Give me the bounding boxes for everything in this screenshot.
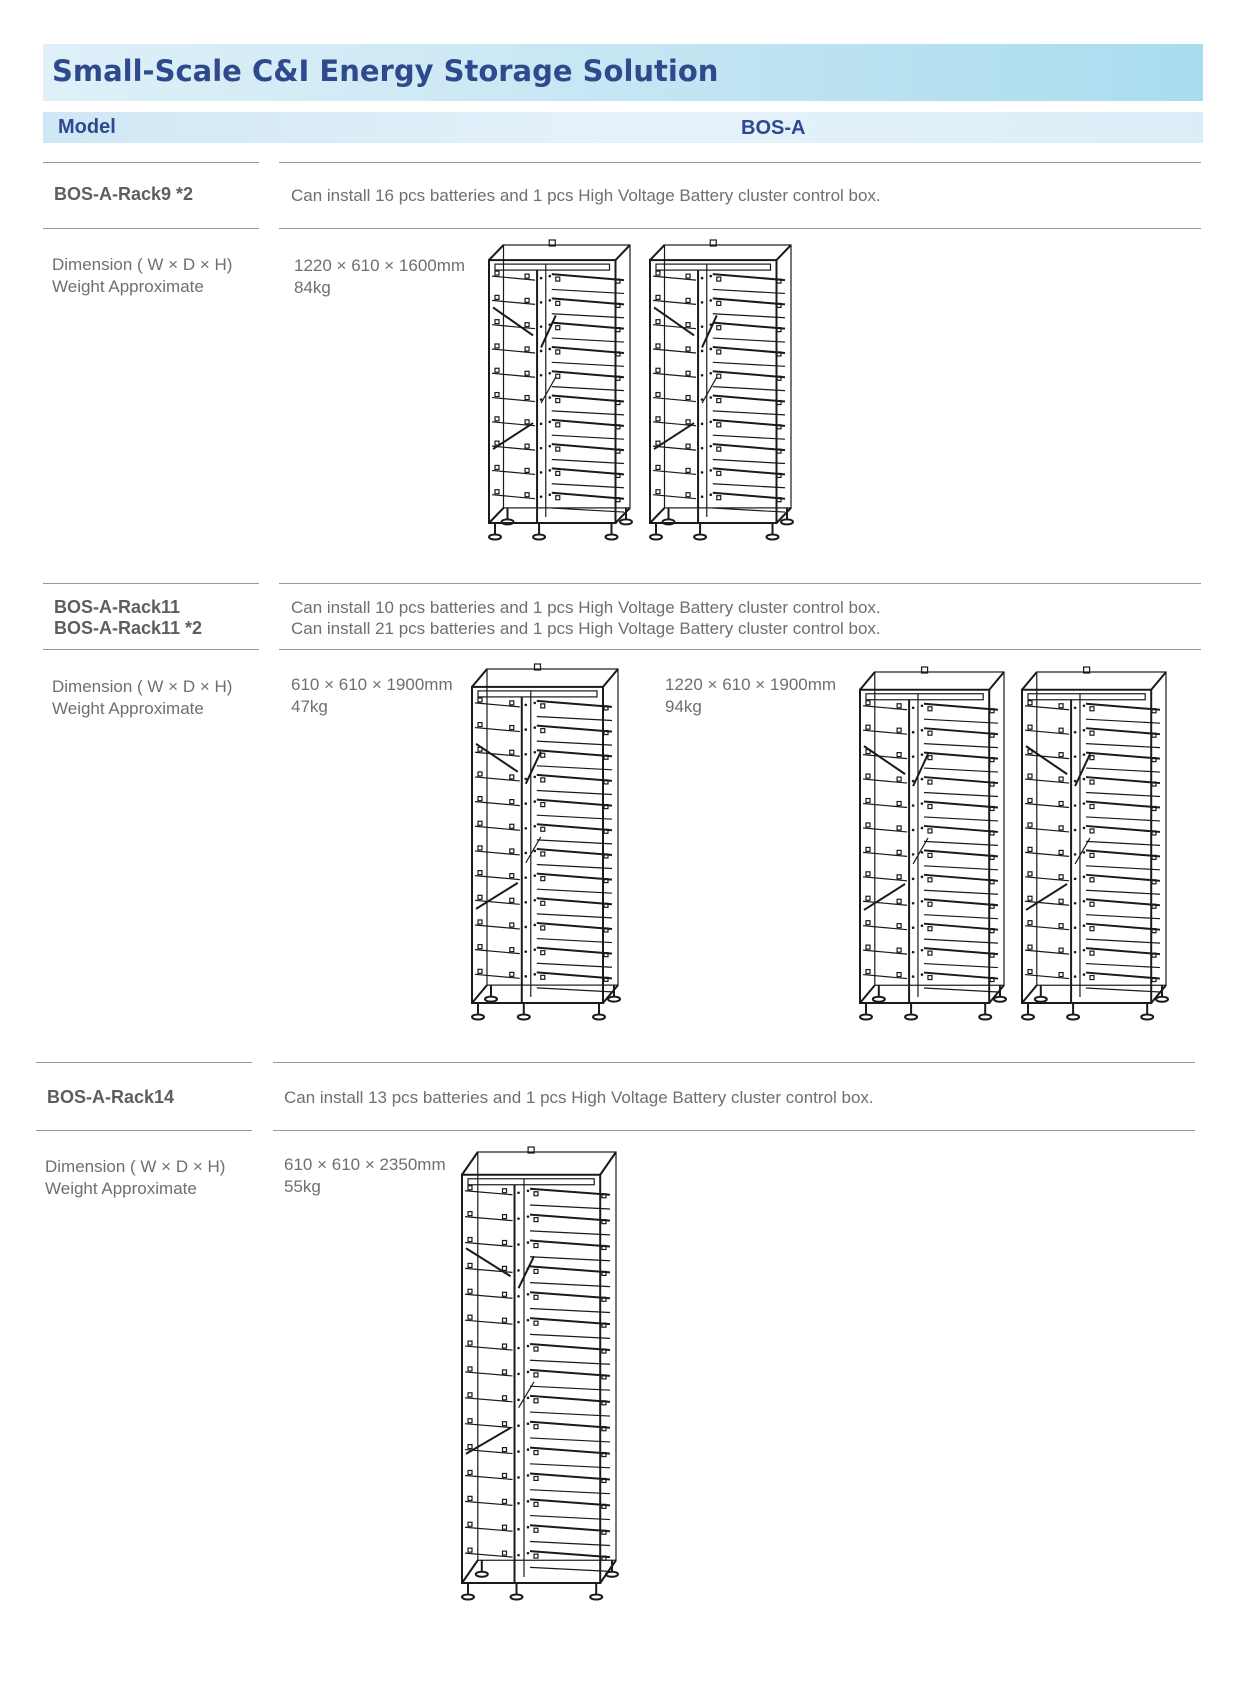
- rack-drawing: [470, 667, 630, 1037]
- divider: [279, 162, 1201, 163]
- rack-drawing: [460, 1150, 628, 1617]
- model-description: Can install 13 pcs batteries and 1 pcs High Voltage Battery cluster control box.: [284, 1088, 874, 1107]
- weight-value: 55kg: [284, 1177, 321, 1196]
- model-bar: [43, 112, 1203, 143]
- divider: [43, 583, 259, 584]
- dimension-label: Dimension ( W × D × H): [45, 1157, 226, 1176]
- model-name: BOS-A-Rack11 *2: [54, 618, 203, 638]
- rack-drawing: [648, 243, 803, 557]
- divider: [279, 228, 1201, 229]
- weight-label: Weight Approximate: [45, 1179, 197, 1198]
- divider: [36, 1062, 252, 1063]
- weight-value: 84kg: [294, 278, 331, 297]
- dimension-value: 610 × 610 × 2350mm: [284, 1155, 446, 1174]
- dimension-label: Dimension ( W × D × H): [52, 677, 233, 696]
- model-name: BOS-A-Rack11: [54, 597, 181, 617]
- weight-value: 47kg: [291, 697, 328, 716]
- model-description: Can install 10 pcs batteries and 1 pcs High Voltage Battery cluster control box.: [291, 598, 881, 617]
- divider: [273, 1062, 1195, 1063]
- divider: [43, 162, 259, 163]
- weight-label: Weight Approximate: [52, 277, 204, 296]
- model-name: BOS-A-Rack14: [47, 1087, 175, 1107]
- divider: [36, 1130, 252, 1131]
- rack-drawing: [858, 670, 1016, 1037]
- divider: [279, 649, 1201, 650]
- model-description: Can install 21 pcs batteries and 1 pcs High Voltage Battery cluster control box.: [291, 619, 881, 638]
- divider: [43, 649, 259, 650]
- weight-value: 94kg: [665, 697, 702, 716]
- divider: [279, 583, 1201, 584]
- model-label: Model: [58, 116, 116, 138]
- dimension-value: 1220 × 610 × 1600mm: [294, 256, 466, 275]
- rack-drawing: [487, 243, 642, 557]
- dimension-label: Dimension ( W × D × H): [52, 255, 233, 274]
- model-value: BOS-A: [741, 117, 806, 139]
- divider: [273, 1130, 1195, 1131]
- divider: [43, 228, 259, 229]
- weight-label: Weight Approximate: [52, 699, 204, 718]
- model-name: BOS-A-Rack9 *2: [54, 184, 194, 204]
- dimension-value: 610 × 610 × 1900mm: [291, 675, 453, 694]
- rack-drawing: [1020, 670, 1178, 1037]
- dimension-value: 1220 × 610 × 1900mm: [665, 675, 837, 694]
- page-title: Small-Scale C&I Energy Storage Solution: [52, 54, 719, 88]
- model-description: Can install 16 pcs batteries and 1 pcs High Voltage Battery cluster control box.: [291, 186, 881, 205]
